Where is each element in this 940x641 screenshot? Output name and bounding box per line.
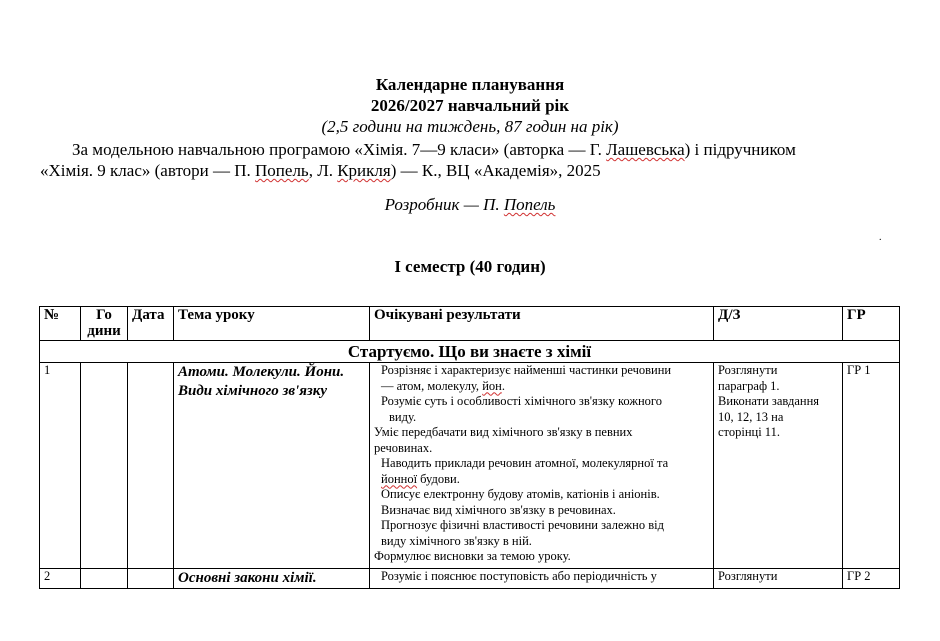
program-text-3: «Хімія. 9 клас» (автори — П. (40, 161, 256, 180)
col-date: Дата (128, 307, 174, 341)
result-8: Формулює висновки за темою уроку. (374, 549, 571, 563)
row2-topic: Основні закони хімії. (174, 569, 370, 589)
program-text-5: ) — К., ВЦ «Академія», 2025 (390, 161, 601, 180)
academic-year: 2026/2027 навчальний рік (370, 96, 570, 115)
result-1b (374, 379, 709, 395)
row2-group: ГР 2 (843, 569, 900, 589)
result-2a: Розуміє суть і особливості хімічного зв'язку кожного (381, 394, 662, 408)
row1-number: 1 (40, 363, 81, 569)
result-4b (374, 472, 709, 488)
developer-line (0, 195, 940, 215)
col-hours (81, 307, 128, 341)
row2-homework: Розглянути (714, 569, 843, 589)
program-text-2: ) і підручником (684, 140, 796, 159)
developer-name: Попель (503, 195, 556, 214)
col-topic: Тема уроку (174, 307, 370, 341)
program-text-1: За модельною навчальною програмою «Хімія. 7—9 класи» (авторка — Г. (72, 140, 607, 159)
semester-title: І семестр (40 годин) (394, 257, 546, 276)
col-hours-a: Го (96, 307, 112, 323)
program-text-4: , Л. (308, 161, 338, 180)
col-group: ГР (843, 307, 900, 341)
row1-topic-l1: Атоми. Молекули. Йони. (178, 364, 345, 380)
result-4a: Наводить приклади речовин атомної, молекулярної та (381, 456, 669, 470)
hw-line-5: сторінці 11. (718, 425, 780, 439)
row1-topic-l2: Види хімічного зв'язку (178, 383, 328, 399)
program-author-3: Крикля (337, 161, 391, 180)
hw-line-4: 10, 12, 13 на (718, 409, 784, 424)
col-number: № (40, 307, 81, 341)
hours-info: (2,5 години на тиждень, 87 годин на рік) (321, 117, 619, 136)
result-7a: Прогнозує фізичні властивості речовини залежно від (381, 518, 664, 532)
section-row (40, 341, 900, 363)
table-header-row (40, 307, 900, 341)
doc-title: Календарне планування (375, 75, 565, 94)
section-title: Стартуємо. Що ви знаєте з хімії (40, 341, 900, 363)
row2-date (128, 569, 174, 589)
program-author-1: Лашевська (606, 140, 685, 159)
col-results: Очікувані результати (370, 307, 714, 341)
result-3b: речовинах. (374, 440, 433, 455)
table-row (40, 569, 900, 589)
col-homework: Д/З (714, 307, 843, 341)
hw-line-1: Розглянути (718, 363, 778, 377)
stray-dot: . (879, 232, 882, 243)
row2-number: 2 (40, 569, 81, 589)
col-hours-b: дини (87, 323, 121, 339)
result-1a: Розрізняє і характеризує найменші частинки речовини (381, 363, 672, 377)
result-1b-end: . (501, 378, 505, 393)
program-line-2 (40, 160, 900, 181)
lesson-plan-table (39, 306, 900, 589)
result-2b: виду. (389, 409, 417, 424)
row1-topic (174, 363, 370, 569)
result-3a: Уміє передбачати вид хімічного зв'язку в певних (374, 425, 633, 439)
row2-results: Розуміє і пояснює поступовість або періодичність у (370, 569, 714, 589)
hw-line-3: Виконати завдання (718, 394, 820, 408)
row2-hours (81, 569, 128, 589)
result-4b-ionic: йонної (381, 471, 418, 486)
result-6: Визначає вид хімічного зв'язку в речовинах. (381, 502, 616, 517)
result-4b-text: будови. (417, 471, 460, 486)
row1-date (128, 363, 174, 569)
program-author-2: Попель (255, 161, 309, 180)
result-5: Описує електронну будову атомів, катіонів і аніонів. (381, 487, 660, 501)
result-7b: виду хімічного зв'язку в ній. (381, 533, 532, 548)
program-line-1 (40, 139, 900, 160)
developer-prefix: Розробник — П. (384, 195, 504, 214)
result-1b-text: — атом, молекулу, (381, 378, 483, 393)
row1-homework (714, 363, 843, 569)
row1-group: ГР 1 (843, 363, 900, 569)
table-row (40, 363, 900, 569)
result-1b-ion: йон (482, 378, 502, 393)
row1-hours (81, 363, 128, 569)
row1-results (370, 363, 714, 569)
hw-line-2: параграф 1. (718, 378, 780, 393)
